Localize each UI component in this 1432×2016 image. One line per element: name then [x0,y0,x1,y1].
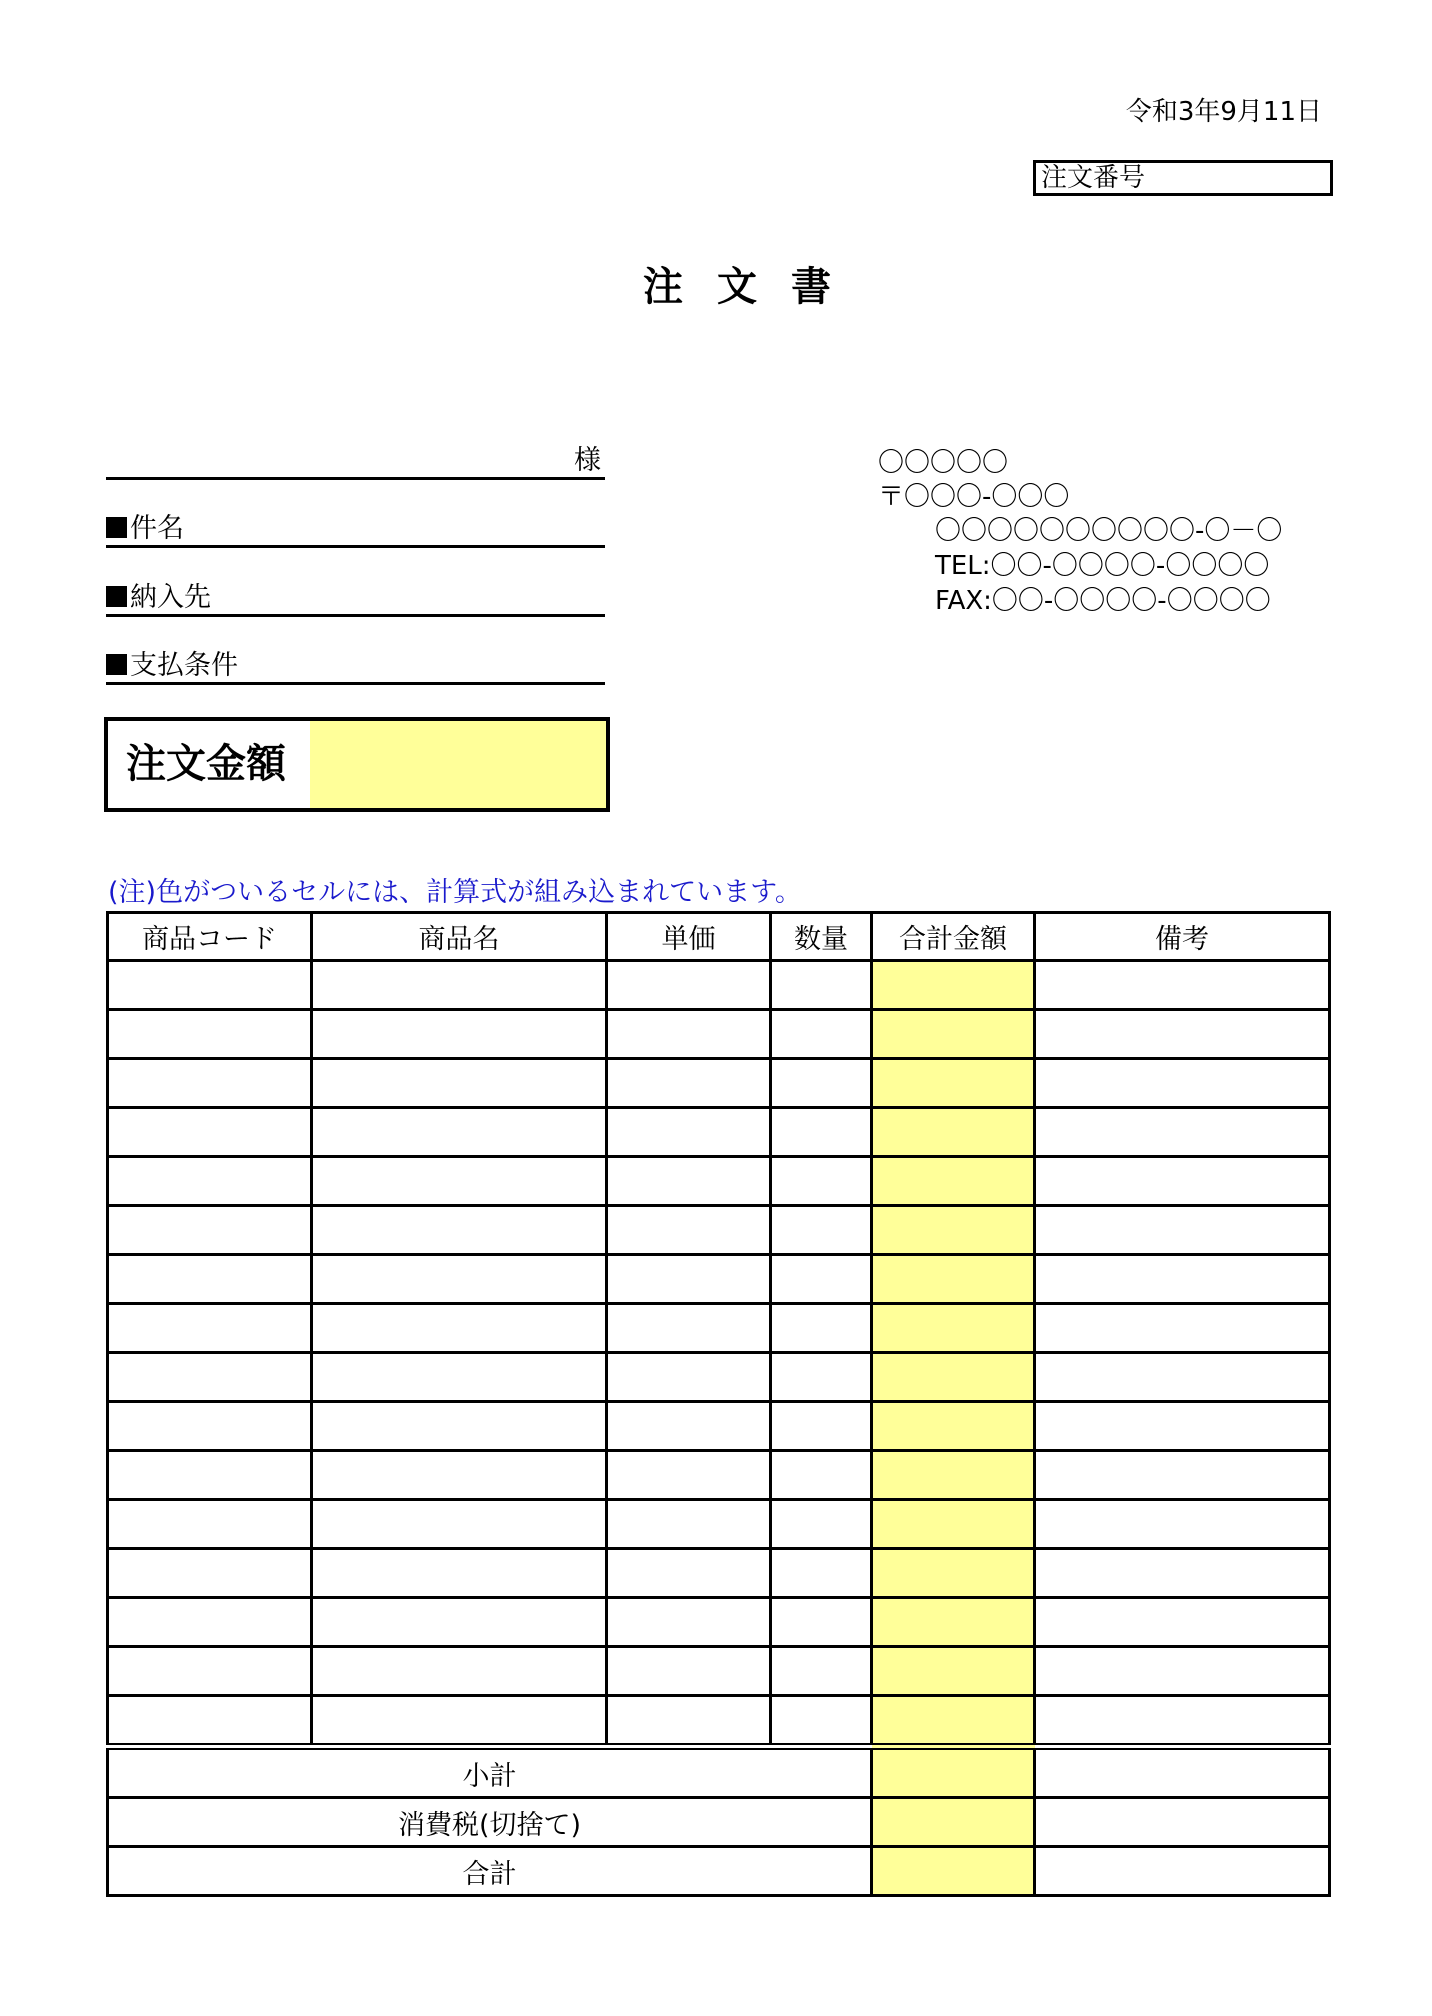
unit-price-cell[interactable] [607,1696,771,1747]
quantity-cell[interactable] [771,1696,872,1747]
quantity-cell[interactable] [771,1451,872,1500]
amount-cell[interactable] [872,1647,1035,1696]
sender-postal-code: 〒〇〇〇-〇〇〇 [878,482,1070,512]
unit-price-cell[interactable] [607,1206,771,1255]
quantity-cell[interactable] [771,1598,872,1647]
amount-cell[interactable] [872,1255,1035,1304]
remarks-cell[interactable] [1035,1451,1330,1500]
quantity-cell[interactable] [771,1010,872,1059]
product-code-cell[interactable] [108,1255,312,1304]
table-row [108,1500,1330,1549]
remarks-cell[interactable] [1035,1010,1330,1059]
issue-date: 令和3年9月11日 [1125,97,1322,127]
remarks-cell[interactable] [1035,961,1330,1010]
items-table [106,911,1331,1897]
unit-price-cell[interactable] [607,1157,771,1206]
unit-price-cell[interactable] [607,1647,771,1696]
table-row [108,1108,1330,1157]
quantity-cell[interactable] [771,961,872,1010]
product-name-cell[interactable] [312,1647,607,1696]
product-code-cell[interactable] [108,1010,312,1059]
remarks-cell[interactable] [1035,1500,1330,1549]
unit-price-cell[interactable] [607,1108,771,1157]
quantity-cell[interactable] [771,1304,872,1353]
product-name-cell[interactable] [312,1108,607,1157]
table-row [108,1451,1330,1500]
product-name-cell[interactable] [312,1353,607,1402]
product-code-cell[interactable] [108,1304,312,1353]
payment-terms-label: 支払条件 [106,650,238,681]
remarks-cell[interactable] [1035,1647,1330,1696]
product-name-cell[interactable] [312,1402,607,1451]
remarks-cell[interactable] [1035,1402,1330,1451]
product-code-cell[interactable] [108,1059,312,1108]
remarks-cell[interactable] [1035,1059,1330,1108]
quantity-cell[interactable] [771,1402,872,1451]
unit-price-cell[interactable] [607,1598,771,1647]
unit-price-cell[interactable] [607,1500,771,1549]
product-code-cell[interactable] [108,1157,312,1206]
unit-price-cell[interactable] [607,1549,771,1598]
product-name-cell[interactable] [312,1304,607,1353]
quantity-cell[interactable] [771,1108,872,1157]
sender-tel: TEL:〇〇-〇〇〇〇-〇〇〇〇 [935,551,1270,581]
amount-cell[interactable] [872,1010,1035,1059]
product-code-cell[interactable] [108,1500,312,1549]
product-code-cell[interactable] [108,1402,312,1451]
table-row [108,1549,1330,1598]
tax-label: 消費税(切捨て) [108,1798,872,1847]
product-code-cell[interactable] [108,1108,312,1157]
product-name-cell[interactable] [312,1500,607,1549]
product-name-cell[interactable] [312,1059,607,1108]
table-header-row [108,913,1330,961]
order-amount-box [104,717,610,812]
amount-cell[interactable] [872,1500,1035,1549]
unit-price-cell[interactable] [607,1059,771,1108]
amount-cell[interactable] [872,1304,1035,1353]
unit-price-cell[interactable] [607,1402,771,1451]
quantity-cell[interactable] [771,1059,872,1108]
amount-cell[interactable] [872,1402,1035,1451]
product-name-cell[interactable] [312,961,607,1010]
delivery-field[interactable] [106,582,605,617]
table-row [108,1255,1330,1304]
tax-remarks[interactable] [1035,1798,1330,1847]
remarks-cell[interactable] [1035,1598,1330,1647]
delivery-label: 納入先 [106,582,211,613]
remarks-cell[interactable] [1035,1206,1330,1255]
amount-cell[interactable] [872,1598,1035,1647]
table-row [108,1647,1330,1696]
payment-terms-field[interactable] [106,650,605,685]
amount-cell[interactable] [872,1353,1035,1402]
table-row [108,1696,1330,1747]
amount-cell[interactable] [872,1108,1035,1157]
tax-row [108,1798,1330,1847]
product-code-cell[interactable] [108,1206,312,1255]
product-code-cell[interactable] [108,1647,312,1696]
sender-address: 〇〇〇〇〇〇〇〇〇〇-〇－〇 [935,516,1283,546]
column-header-product-name: 商品名 [312,913,607,961]
product-code-cell[interactable] [108,1696,312,1747]
unit-price-cell[interactable] [607,1353,771,1402]
formula-note: (注)色がついるセルには、計算式が組み込まれています。 [108,877,802,908]
product-code-cell[interactable] [108,1353,312,1402]
subtotal-row [108,1747,1330,1798]
product-code-cell[interactable] [108,961,312,1010]
subject-field[interactable] [106,513,605,548]
addressee-field[interactable] [106,445,605,480]
bullet-square-icon [106,586,127,607]
page-title: 注文書 [643,264,865,310]
amount-cell[interactable] [872,1157,1035,1206]
bullet-square-icon [106,517,127,538]
remarks-cell[interactable] [1035,1549,1330,1598]
product-name-cell[interactable] [312,1549,607,1598]
column-header-unit-price: 単価 [607,913,771,961]
order-number-field[interactable] [1033,160,1333,196]
column-header-amount: 合計金額 [872,913,1035,961]
remarks-cell[interactable] [1035,1157,1330,1206]
quantity-cell[interactable] [771,1206,872,1255]
subject-label: 件名 [106,513,184,544]
product-name-cell[interactable] [312,1010,607,1059]
remarks-cell[interactable] [1035,1255,1330,1304]
table-row [108,1157,1330,1206]
bullet-square-icon [106,654,127,675]
table-row [108,1304,1330,1353]
remarks-cell[interactable] [1035,1353,1330,1402]
table-row [108,1598,1330,1647]
subtotal-remarks[interactable] [1035,1747,1330,1798]
product-code-cell[interactable] [108,1598,312,1647]
product-name-cell[interactable] [312,1255,607,1304]
table-row [108,1402,1330,1451]
product-name-cell[interactable] [312,1157,607,1206]
amount-cell[interactable] [872,961,1035,1010]
quantity-cell[interactable] [771,1500,872,1549]
tax-value[interactable] [872,1798,1035,1847]
product-name-cell[interactable] [312,1451,607,1500]
quantity-cell[interactable] [771,1549,872,1598]
column-header-product-code: 商品コード [108,913,312,961]
product-code-cell[interactable] [108,1451,312,1500]
honorific-label: 様 [574,445,601,476]
amount-cell[interactable] [872,1696,1035,1747]
order-number-label: 注文番号 [1041,163,1146,193]
sender-company: 〇〇〇〇〇 [878,448,1009,478]
amount-cell[interactable] [872,1206,1035,1255]
product-code-cell[interactable] [108,1549,312,1598]
amount-cell[interactable] [872,1059,1035,1108]
product-name-cell[interactable] [312,1206,607,1255]
column-header-quantity: 数量 [771,913,872,961]
subtotal-label: 小計 [108,1747,872,1798]
remarks-cell[interactable] [1035,1108,1330,1157]
unit-price-cell[interactable] [607,1255,771,1304]
subtotal-value[interactable] [872,1747,1035,1798]
amount-cell[interactable] [872,1549,1035,1598]
total-row [108,1847,1330,1896]
column-header-remarks: 備考 [1035,913,1330,961]
order-amount-value[interactable] [310,721,606,808]
quantity-cell[interactable] [771,1255,872,1304]
product-name-cell[interactable] [312,1598,607,1647]
table-row [108,1206,1330,1255]
table-row [108,1059,1330,1108]
unit-price-cell[interactable] [607,1451,771,1500]
total-remarks[interactable] [1035,1847,1330,1896]
quantity-cell[interactable] [771,1647,872,1696]
unit-price-cell[interactable] [607,1010,771,1059]
sender-fax: FAX:〇〇-〇〇〇〇-〇〇〇〇 [935,586,1271,616]
remarks-cell[interactable] [1035,1304,1330,1353]
table-row [108,961,1330,1010]
quantity-cell[interactable] [771,1157,872,1206]
amount-cell[interactable] [872,1451,1035,1500]
total-label: 合計 [108,1847,872,1896]
order-amount-label: 注文金額 [126,741,286,787]
unit-price-cell[interactable] [607,1304,771,1353]
table-row [108,1010,1330,1059]
unit-price-cell[interactable] [607,961,771,1010]
table-row [108,1353,1330,1402]
quantity-cell[interactable] [771,1353,872,1402]
remarks-cell[interactable] [1035,1696,1330,1747]
product-name-cell[interactable] [312,1696,607,1747]
total-value[interactable] [872,1847,1035,1896]
